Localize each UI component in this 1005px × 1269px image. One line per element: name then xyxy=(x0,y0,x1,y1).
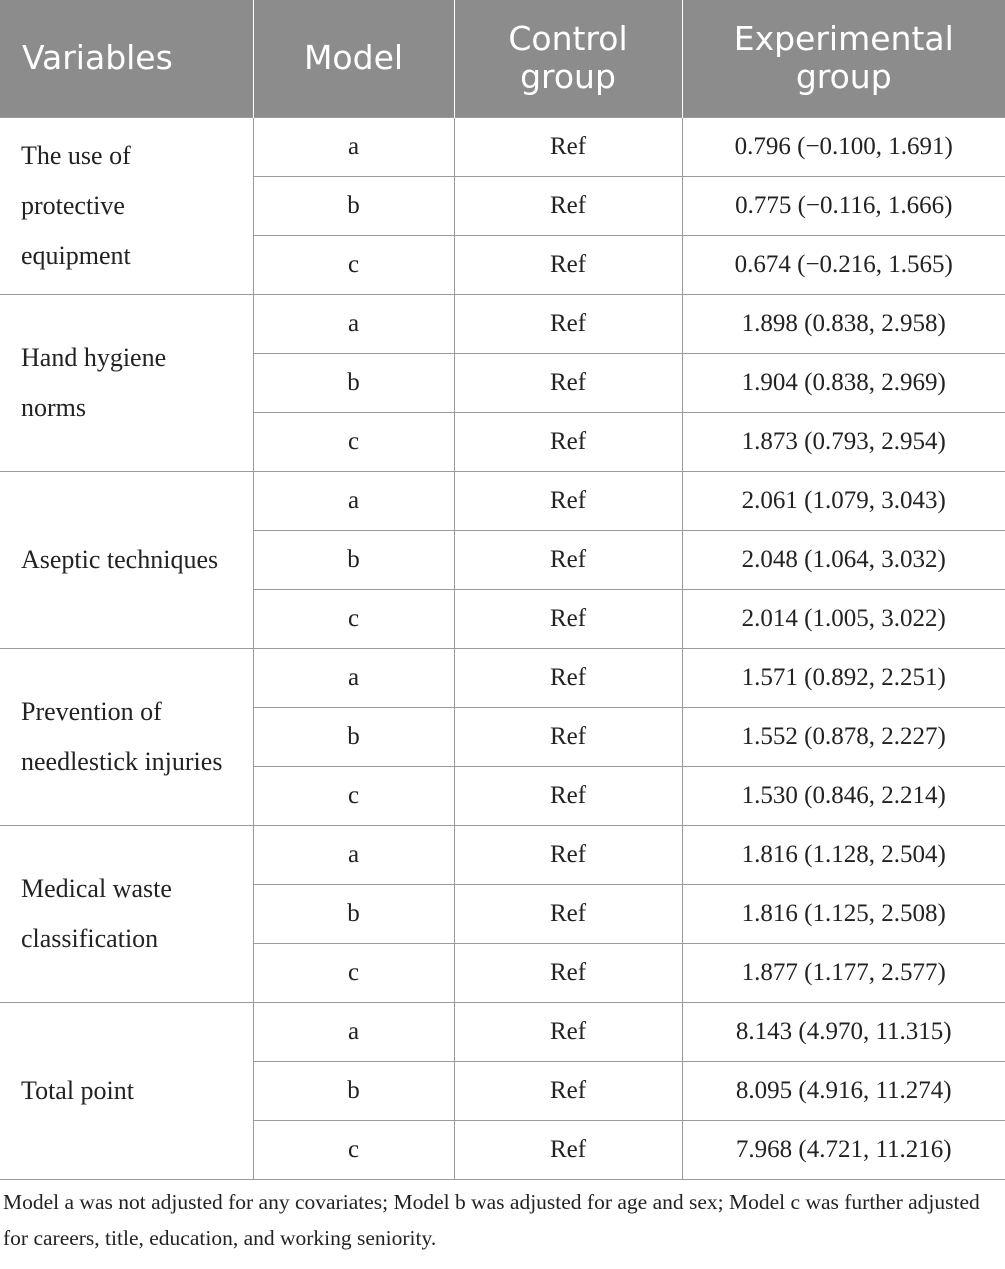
model-cell: c xyxy=(253,943,454,1002)
experimental-cell: 1.571 (0.892, 2.251) xyxy=(682,648,1005,707)
experimental-cell: 1.552 (0.878, 2.227) xyxy=(682,707,1005,766)
control-cell: Ref xyxy=(454,825,682,884)
header-experimental-group: Experimental group xyxy=(682,0,1005,117)
experimental-cell: 0.796 (−0.100, 1.691) xyxy=(682,117,1005,176)
model-cell: a xyxy=(253,117,454,176)
experimental-cell: 1.873 (0.793, 2.954) xyxy=(682,412,1005,471)
experimental-cell: 1.877 (1.177, 2.577) xyxy=(682,943,1005,1002)
control-cell: Ref xyxy=(454,707,682,766)
model-cell: b xyxy=(253,884,454,943)
table-body xyxy=(0,117,1005,1179)
model-cell: c xyxy=(253,766,454,825)
experimental-cell: 7.968 (4.721, 11.216) xyxy=(682,1120,1005,1179)
experimental-cell: 8.095 (4.916, 11.274) xyxy=(682,1061,1005,1120)
variable-cell: Prevention of needlestick injuries xyxy=(0,648,253,825)
control-cell: Ref xyxy=(454,1120,682,1179)
experimental-cell: 0.674 (−0.216, 1.565) xyxy=(682,235,1005,294)
footnote: Model a was not adjusted for any covariates; Model b was adjusted for age and sex; Model c was further adjusted for careers, title, education, and working seniority. xyxy=(3,1190,980,1250)
control-cell: Ref xyxy=(454,1002,682,1061)
model-cell: b xyxy=(253,1061,454,1120)
table-row xyxy=(0,648,1005,707)
control-cell: Ref xyxy=(454,235,682,294)
experimental-cell: 0.775 (−0.116, 1.666) xyxy=(682,176,1005,235)
experimental-cell: 8.143 (4.970, 11.315) xyxy=(682,1002,1005,1061)
control-cell: Ref xyxy=(454,648,682,707)
control-cell: Ref xyxy=(454,884,682,943)
control-cell: Ref xyxy=(454,530,682,589)
header-control-group: Control group xyxy=(454,0,682,117)
control-cell: Ref xyxy=(454,412,682,471)
experimental-cell: 1.530 (0.846, 2.214) xyxy=(682,766,1005,825)
model-cell: c xyxy=(253,589,454,648)
control-cell: Ref xyxy=(454,766,682,825)
control-cell: Ref xyxy=(454,471,682,530)
model-cell: b xyxy=(253,530,454,589)
table-row xyxy=(0,117,1005,176)
control-cell: Ref xyxy=(454,294,682,353)
control-cell: Ref xyxy=(454,589,682,648)
variable-cell: The use of protective equipment xyxy=(0,117,253,294)
experimental-cell: 2.014 (1.005, 3.022) xyxy=(682,589,1005,648)
variable-cell: Hand hygiene norms xyxy=(0,294,253,471)
model-cell: a xyxy=(253,294,454,353)
variable-cell: Total point xyxy=(0,1002,253,1179)
experimental-cell: 1.898 (0.838, 2.958) xyxy=(682,294,1005,353)
model-cell: b xyxy=(253,176,454,235)
model-cell: a xyxy=(253,825,454,884)
model-cell: a xyxy=(253,1002,454,1061)
header-row xyxy=(0,0,1005,117)
experimental-cell: 2.061 (1.079, 3.043) xyxy=(682,471,1005,530)
model-cell: b xyxy=(253,353,454,412)
experimental-cell: 1.904 (0.838, 2.969) xyxy=(682,353,1005,412)
variable-cell: Medical waste classification xyxy=(0,825,253,1002)
variable-cell: Aseptic techniques xyxy=(0,471,253,648)
control-cell: Ref xyxy=(454,943,682,1002)
control-cell: Ref xyxy=(454,353,682,412)
model-cell: c xyxy=(253,412,454,471)
experimental-cell: 1.816 (1.128, 2.504) xyxy=(682,825,1005,884)
model-cell: c xyxy=(253,1120,454,1179)
experimental-cell: 1.816 (1.125, 2.508) xyxy=(682,884,1005,943)
table-row xyxy=(0,471,1005,530)
table-row xyxy=(0,1002,1005,1061)
model-cell: a xyxy=(253,471,454,530)
control-cell: Ref xyxy=(454,117,682,176)
header-variables: Variables xyxy=(0,0,253,117)
control-cell: Ref xyxy=(454,1061,682,1120)
model-cell: c xyxy=(253,235,454,294)
table-row xyxy=(0,294,1005,353)
header-model: Model xyxy=(253,0,454,117)
control-cell: Ref xyxy=(454,176,682,235)
model-cell: a xyxy=(253,648,454,707)
table-row xyxy=(0,825,1005,884)
model-cell: b xyxy=(253,707,454,766)
experimental-cell: 2.048 (1.064, 3.032) xyxy=(682,530,1005,589)
